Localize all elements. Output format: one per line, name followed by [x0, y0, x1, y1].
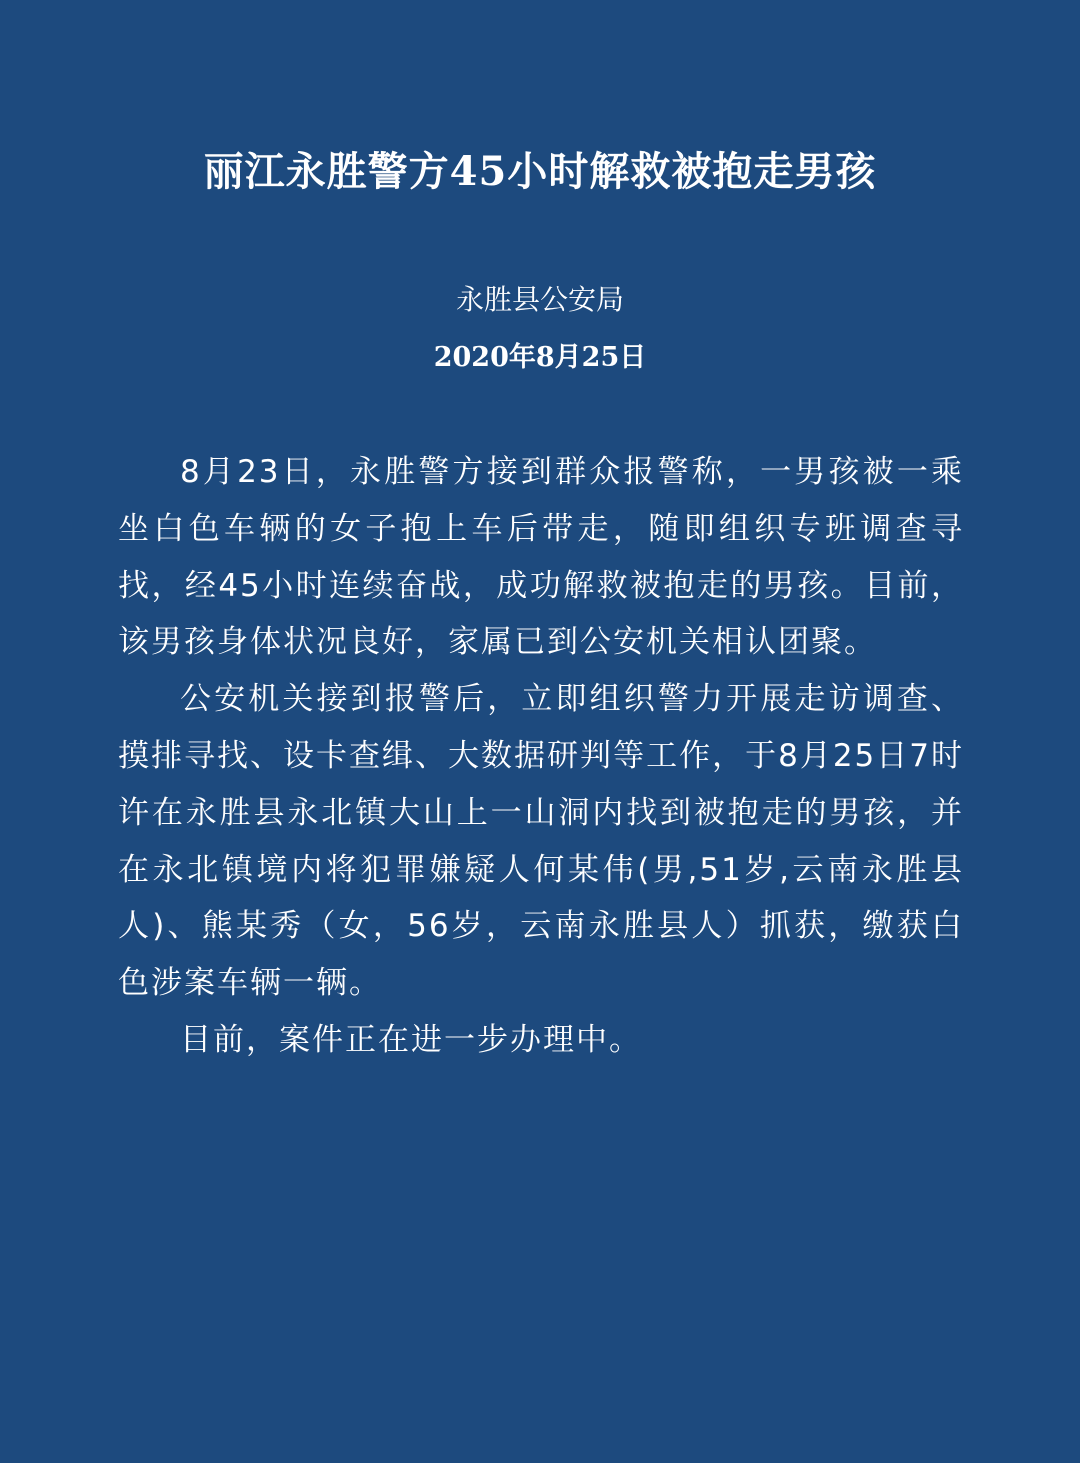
article-body [118, 444, 964, 1069]
page-title: 丽江永胜警方45小时解救被抱走男孩 [203, 148, 877, 195]
paragraph: 目前，案件正在进一步办理中。 [180, 1021, 642, 1058]
publish-date: 2020年8月25日 [433, 342, 647, 373]
paragraph: 8月23日，永胜警方接到群众报警称，一男孩被一乘坐白色车辆的女子抱上车后带走，随即组织专班调查寻找，经45小时连续奋战，成功解救被抱走的男孩。目前，该男孩身体状况良好，家属已到公安机关相认团聚。 [118, 454, 964, 661]
paragraph: 公安机关接到报警后，立即组织警力开展走访调查、摸排寻找、设卡查缉、大数据研判等工作，于8月25日7时许在永胜县永北镇大山上一山洞内找到被抱走的男孩，并在永北镇境内将犯罪嫌疑人何某伟(男,51岁,云南永胜县人)、熊某秀（女，56岁，云南永胜县人）抓获，缴获白色涉案车辆一辆。 [118, 681, 964, 1002]
issuer-name: 永胜县公安局 [455, 283, 624, 316]
